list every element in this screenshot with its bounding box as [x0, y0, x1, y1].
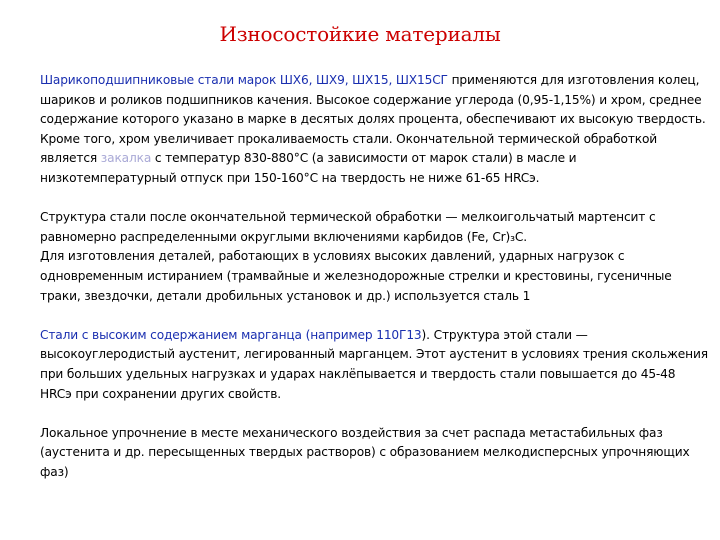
manganese-steel-description: ). Структура этой стали — высокоуглеродистый аустенит, легированный марганцем. Этот аустенит в условиях трения скольжения при больших удельных нагрузках и ударах наклёпывается и твердость стали повышается до 45-48 HRCэ при сохранении других свойств.	[40, 327, 708, 401]
quench-word: закалка	[100, 151, 152, 166]
paragraph-manganese-steels	[40, 326, 710, 404]
paragraph-high-pressure-parts: Для изготовления деталей, работающих в условиях высоких давлений, ударных нагрузок с одновременным истиранием (трамвайные и железнодорожные стрелки и крестовины, гусеничные траки, звездочки, детали дробильных установок и др.) используется сталь 1	[40, 249, 672, 303]
paragraph-bearing-steels	[40, 71, 710, 189]
heat-treatment-description: с температур 830-880°С (а зависимости от марок стали) в масле и низкотемпературный отпуск при 150-160°С на твердость не ниже 61-65 HRCэ.	[40, 151, 577, 185]
steel-grades-text: ШХ6, ШХ9, ШХ15, ШХ15СГ	[279, 73, 448, 87]
steel-intro-text: Шарикоподшипниковые стали марок	[40, 73, 280, 87]
bearing-steel-description: применяются для изготовления колец, шариков и роликов подшипников качения. Высокое содержание углерода (0,95-1,15%) и хром, среднее содержание которого указано в марке в десятых долях процента, обеспечивают их высокую твердость. Кроме того, хром увеличивает прокаливаемость стали. Окончательной термической обработкой является	[40, 73, 706, 166]
slide-title: Износостойкие материалы	[219, 22, 501, 46]
paragraph-structure: Структура стали после окончательной термической обработки — мелкоигольчатый мартенсит с равномерно распределенными округлыми включениями карбидов (Fe, Cr)₃С.	[40, 210, 656, 244]
paragraph-gap	[40, 404, 710, 424]
paragraph-local-hardening: Локальное упрочнение в месте механического воздействия за счет распада метастабильных фаз (аустенита и др. пересыщенных твердых растворов) с образованием мелкодисперсных упрочняющих фаз)	[40, 425, 690, 479]
manganese-steel-phrase: Стали с высоким содержанием марганца (например 110Г13	[40, 327, 422, 342]
paragraph-gap	[40, 306, 710, 326]
paragraph-gap	[40, 189, 710, 209]
slide-body	[40, 71, 710, 482]
